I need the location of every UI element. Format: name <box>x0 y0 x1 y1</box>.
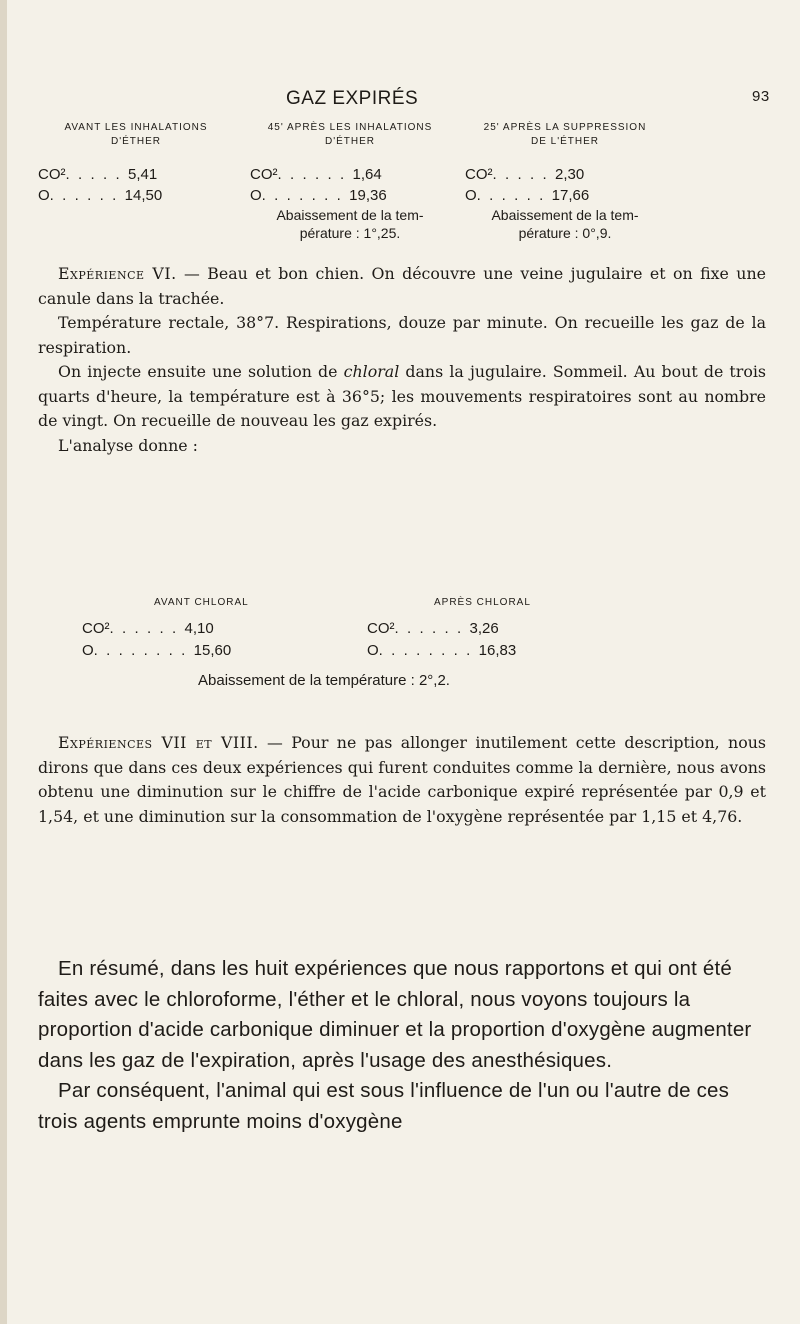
o-value-row: O. . . . . . . 19,36 <box>250 187 387 204</box>
column-heading: 25' APRÈS LA SUPPRESSION DE L'ÉTHER <box>483 122 647 147</box>
column-before-inhalation <box>38 121 234 206</box>
experiment-vi-injection: On injecte ensuite une solution de chloral dans la jugulaire. Sommeil. Au bout de trois quarts d'heure, la température est à 36°5; les mouvements respiratoires sont au nombre de vingt. On recueille de nouveau les gaz expirés. <box>38 362 766 430</box>
column-heading-before: AVANT CHLORAL <box>154 597 249 608</box>
co2-value-row: CO². . . . . . 1,64 <box>250 166 382 183</box>
page-number: 93 <box>752 88 770 105</box>
conclusion-paragraph: Par conséquent, l'animal qui est sous l'influence de l'un ou l'autre de ces trois agents emprunte moins d'oxygène <box>38 1079 730 1133</box>
summary-paragraph: En résumé, dans les huit expériences que nous rapportons et qui ont été faites avec le chloroforme, l'éther et le chloral, nous voyons toujours la proportion d'acide carbonique diminuer et la proportion d'oxygène augmenter dans les gaz de l'expiration, après l'usage des anesthésiques. <box>38 957 752 1072</box>
co2-before-row: CO². . . . . . 4,10 <box>82 620 214 637</box>
column-heading-after: APRÈS CHLORAL <box>434 597 531 608</box>
co2-value-row: CO². . . . . 5,41 <box>38 166 158 183</box>
o-before-row: O. . . . . . . . 15,60 <box>82 642 232 659</box>
summary-section <box>38 954 768 1137</box>
page-edge <box>0 0 7 1324</box>
column-after-suppression <box>465 121 665 242</box>
co2-after-row: CO². . . . . . 3,26 <box>367 620 499 637</box>
o-value-row: O. . . . . . 17,66 <box>465 187 590 204</box>
experiment-heading: Expériences VII et VIII. <box>58 733 259 752</box>
temperature-note: Abaissement de la température : 2°,2. <box>198 672 450 689</box>
co2-value-row: CO². . . . . 2,30 <box>465 166 585 183</box>
temperature-note: Abaissement de la tem- pérature : 1°,25. <box>276 207 424 241</box>
experiment-heading: Expérience VI. <box>58 264 177 283</box>
experiments-vii-viii-section <box>38 731 766 829</box>
o-after-row: O. . . . . . . . 16,83 <box>367 642 517 659</box>
o-value-row: O. . . . . . 14,50 <box>38 187 163 204</box>
experiment-vi-temperature: Température rectale, 38°7. Respirations, douze par minute. On recueille les gaz de la respiration. <box>38 313 766 357</box>
temperature-note: Abaissement de la tem- pérature : 0°,9. <box>491 207 639 241</box>
experiment-vi-intro: Expérience VI. — Beau et bon chien. On découvre une veine jugulaire et on fixe une canule dans la trachée. <box>38 264 766 308</box>
column-heading: 45' APRÈS LES INHALATIONS D'ÉTHER <box>267 122 433 147</box>
experiments-vii-viii-text: — Pour ne pas allonger inutilement cette description, nous dirons que dans ces deux expériences qui furent conduites comme la dernière, nous avons obtenu une diminution sur le chiffre de l'acide carbonique expiré représentée par 0,9 et 1,54, et une diminution sur la consommation de l'oxygène représentée par 1,15 et 4,76. <box>38 733 766 826</box>
experiment-vi-analysis: L'analyse donne : <box>58 435 198 455</box>
column-after-inhalation <box>250 121 450 242</box>
header-title: GAZ EXPIRÉS <box>286 88 419 109</box>
column-heading: AVANT LES INHALATIONS D'ÉTHER <box>64 122 208 147</box>
experiment-vi-section <box>38 262 766 458</box>
